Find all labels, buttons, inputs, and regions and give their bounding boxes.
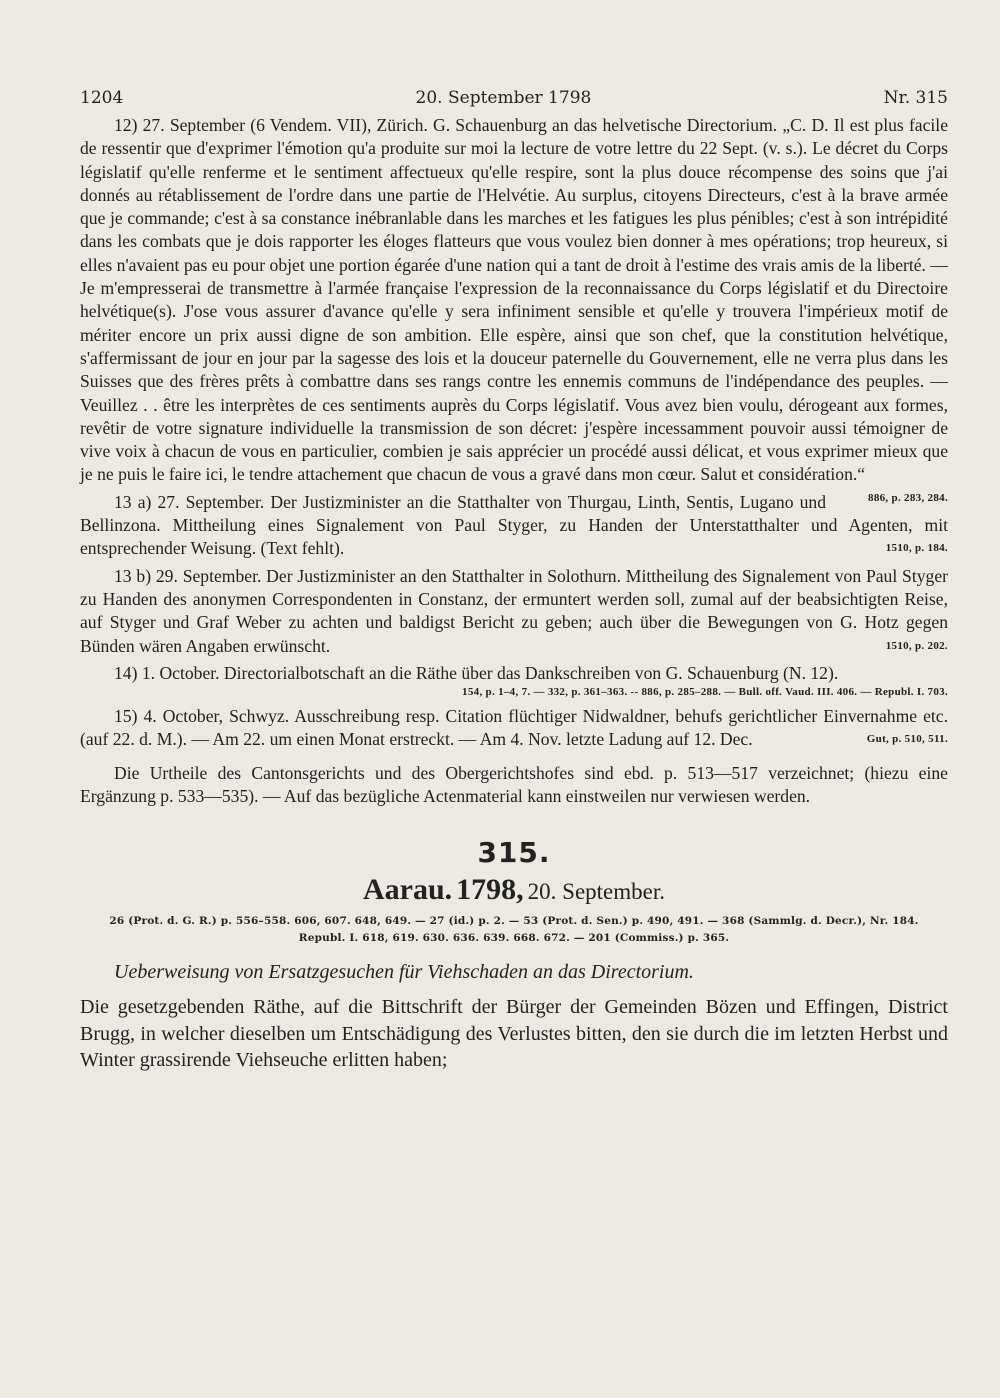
entry-12-reference: 886, p. 283, 284. (868, 491, 948, 504)
entry-13a-text: 13 a) 27. September. Der Justizminister an die Statthalter von Thurgau, Linth, Sentis, Lugano und Bellinzona. Mittheilung eines Signalement von Paul Styger, zu Handen der Unterstatthalter und Agenten, mit entsprechender Weisung. (Text fehlt). (80, 491, 948, 559)
running-header (80, 88, 948, 108)
notes-section (80, 114, 948, 808)
entry-15-text: 15) 4. October, Schwyz. Ausschreibung resp. Citation flüchtiger Nidwaldner, behufs gerichtlicher Einvernahme etc. (auf 22. d. M.). — Am 22. um einen Monat erstreckt. — Am 4. Nov. letzte Ladung auf 12. Dec. (80, 706, 948, 750)
document-body-text: Die gesetzgebenden Räthe, auf die Bittschrift der Bürger der Gemeinden Bözen und Effingen, District Brugg, in welcher dieselben um Entschädigung des Verlustes bitten, den sie durch die im letzten Herbst und Winter grassirende Viehseuche erlitten haben; (80, 996, 948, 1072)
entry-13b (80, 565, 948, 658)
header-date: 20. September 1798 (415, 88, 592, 108)
document-place: Aarau. (362, 873, 453, 907)
header-number: Nr. 315 (883, 88, 948, 108)
closing-note: Die Urtheile des Cantonsgerichts und des Obergerichtshofes sind ebd. p. 513—517 verzeichnet; (hiezu eine Ergänzung p. 533—535). — Auf das bezügliche Actenmaterial kann einstweilen nur verwiesen werden. (80, 762, 948, 807)
entry-14-reference: 154, p. 1–4, 7. — 332, p. 361–363. -- 886, p. 285–288. — Bull. off. Vaud. III. 406. — Republ. I. 703. (462, 686, 948, 699)
document-subject: Ueberweisung von Ersatzgesuchen für Viehschaden an das Directorium. (114, 961, 694, 984)
entry-12 (80, 114, 948, 504)
document-place-date (80, 873, 948, 907)
document-body (80, 994, 948, 1074)
entry-13a (80, 491, 948, 561)
source-references (80, 913, 948, 947)
entry-13a-reference: 1510, p. 184. (885, 542, 948, 555)
entry-14-text: 14) 1. October. Directorialbotschaft an die Räthe über das Dankschreiben von G. Schauenburg (N. 12). (114, 662, 839, 683)
entry-13b-text: 13 b) 29. September. Der Justizminister an den Statthalter in Solothurn. Mittheilung des Signalement von Paul Styger zu Handen des anonymen Correspondenten in Constanz, der ermuntert werden soll, zumal auf der beabsichtigten Reise, auf Styger und Graf Weber zu achten und baldigst Bericht zu geben; auch über die Bewegungen von G. Hotz gegen Bünden wären Angaben erwünscht. (80, 565, 948, 656)
entry-12-text: 12) 27. September (6 Vendem. VII), Zürich. G. Schauenburg an das helvetische Directorium. „C. D. Il est plus facile de ressentir que d'exprimer l'émotion qu'a produite sur moi la lecture de votre lettre du 22 Sept. (v. s.). Le décret du Corps législatif qu'elle renferme et le sentiment affectueux qu'elle respire, sont la plus douce récompense des soins que j'ai donnés au rétablissement de l'ordre dans une partie de l'Helvétie. Au surplus, citoyens Directeurs, c'est à la brave armée que je commande; c'est à sa constance inébranlable dans les marches et les fatigues les plus pénibles; c'est à son intrépidité dans les combats que je dois rapporter les éloges flatteurs que vous voulez bien donner à mes opérations; trop heureux, si elles n'avaient pas eu pour objet une portion égarée d'une nation qui a tant de droit à l'estime des vrais amis de la liberté. — Je m'empresserai de transmettre à l'armée française l'expression de la reconnaissance du Corps législatif et du Directoire helvétique(s). J'ose vous assurer d'avance qu'elle y sera infiniment sensible et qu'elle y trouvera l'impérieux motif de mériter encore un prix aussi digne de son ambition. Elle espère, ainsi que son chef, que la constitution helvétique, s'affermissant de jour en jour par la sagesse des lois et la douceur paternelle du Gouvernement, elle ne verra plus dans les Suisses que des frères prêts à combattre dans ses rangs contre les ennemis communs de l'indépendance des peuples. — Veuillez . . être les interprètes de ces sentiments auprès du Corps législatif. Vous avez bien voulu, dérogeant aux formes, revêtir de votre signature individuelle la transmission de son décret: j'espère incessamment pouvoir aussi témoigner de vive voix à chacun de vous en particulier, combien je sais apprécier un procédé aussi délicat, et vous exprimer mieux que je ne puis le faire ici, le tendre attachement que chacun de vous a gravé dans mon cœur. Salut et considération.“ (80, 115, 948, 485)
entry-13b-reference: 1510, p. 202. (885, 639, 948, 652)
entry-14 (80, 662, 948, 701)
document-year: 1798, (456, 873, 524, 907)
entry-15-reference: Gut, p. 510, 511. (866, 733, 948, 746)
sources-line-2: Republ. I. 618, 619. 630. 636. 639. 668. 672. — 201 (Commiss.) p. 365. (298, 932, 730, 945)
page-number: 1204 (80, 88, 124, 108)
document-number: 315. (477, 836, 551, 870)
sources-line-1: 26 (Prot. d. G. R.) p. 556–558. 606, 607. 648, 649. — 27 (id.) p. 2. — 53 (Prot. d. Sen.) p. 490, 491. — 368 (Sammlg. d. Decr.), Nr. 184. (109, 915, 919, 928)
entry-15 (80, 705, 948, 752)
document-date: 20. September. (527, 879, 665, 905)
